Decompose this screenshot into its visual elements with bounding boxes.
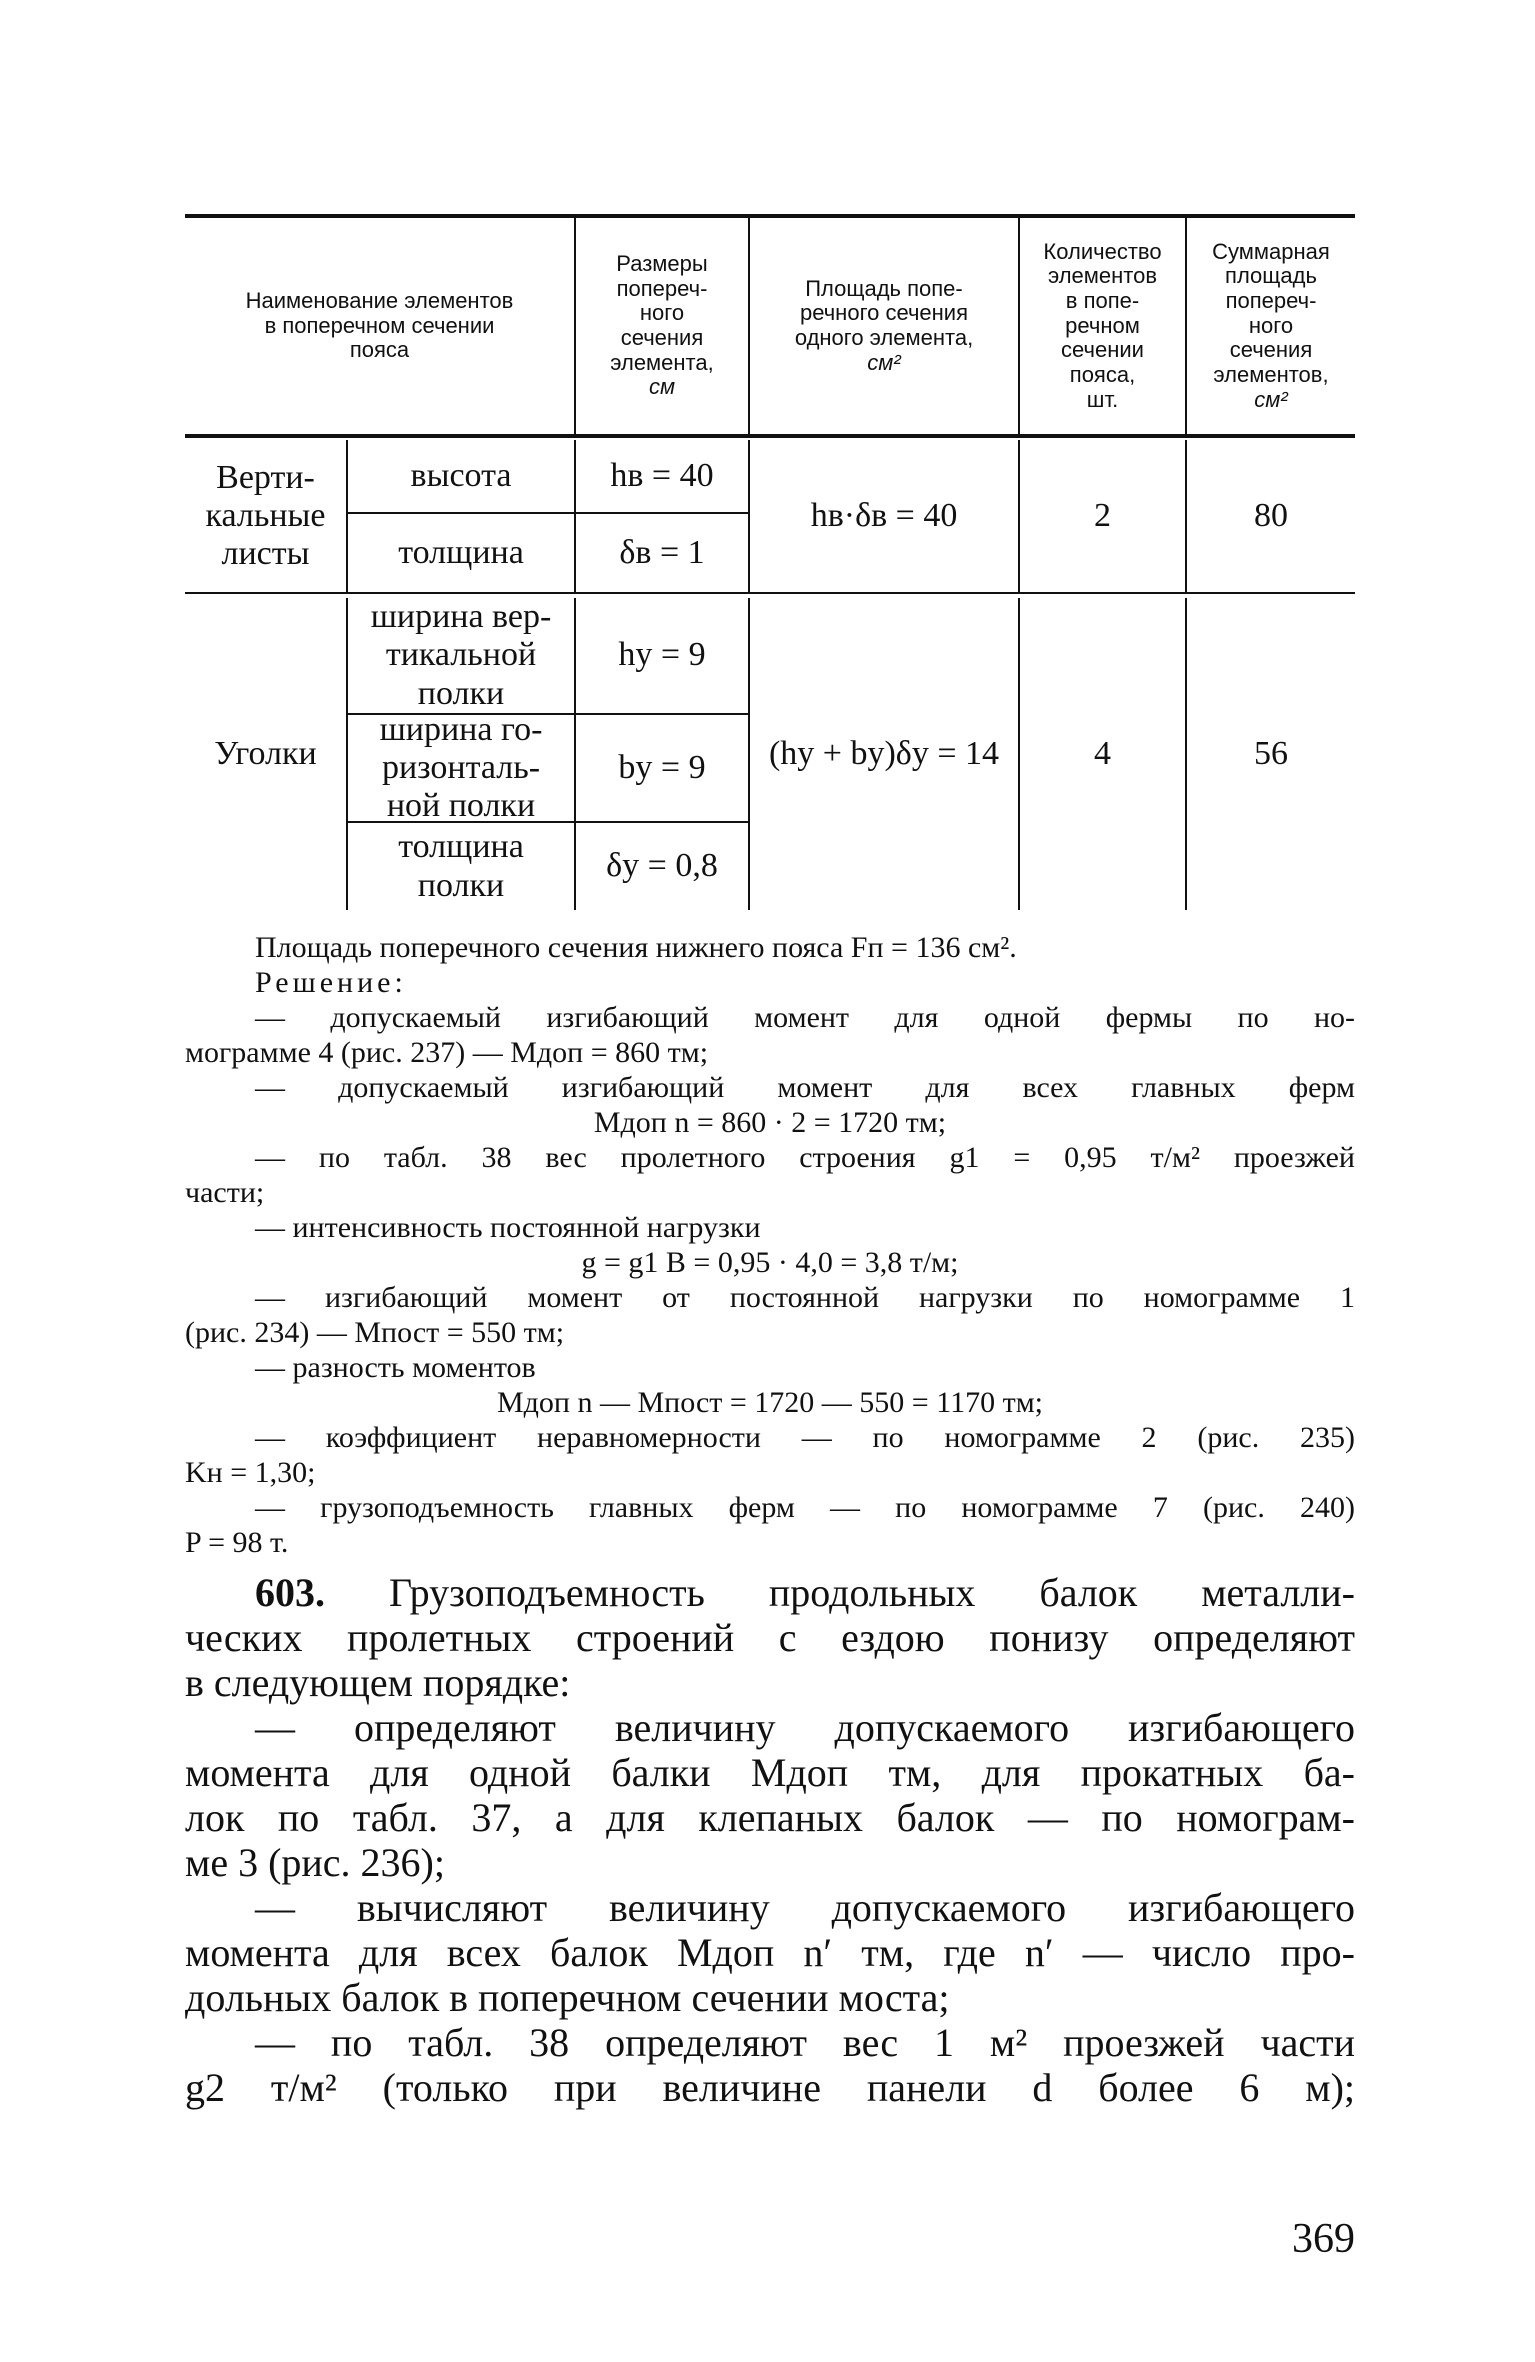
header-section-size: Размеры попереч- ного сечения элемента, см [610, 251, 714, 400]
row-label: ширина го- ризонталь- ной полки [379, 710, 543, 825]
step-line: мограмме 4 (рис. 237) — Mдоп = 860 тм; [185, 1036, 709, 1069]
row-size: hу = 9 [618, 636, 706, 674]
row-label: толщина полки [398, 828, 524, 904]
row-size: δу = 0,8 [606, 847, 718, 885]
group-name-vertical-sheets: Верти- кальные листы [205, 458, 326, 573]
header-element-name: Наименование элементов в поперечном сечении пояса [245, 288, 514, 363]
solution-label: Решение: [255, 966, 407, 999]
table-group-divider [185, 592, 1355, 594]
row-label: ширина вер- тикальной полки [370, 598, 552, 712]
paragraph-line: 603. Грузоподъемность продольных балок металли- [255, 1570, 1355, 1615]
step-line: (рис. 234) — Mпост = 550 тм; [185, 1316, 565, 1349]
formula-line: g = g1 B = 0,95 · 4,0 = 3,8 т/м; [581, 1246, 959, 1279]
group-area: hв·δв = 40 [810, 496, 958, 534]
group-total: 80 [1254, 496, 1288, 534]
step-line: — интенсивность постоянной нагрузки [255, 1211, 761, 1244]
row-label: высота [410, 456, 512, 494]
paragraph-line: ческих пролетных строений с ездою понизу определяют [185, 1615, 1355, 1660]
step-line: Kн = 1,30; [185, 1456, 316, 1489]
group-total: 56 [1254, 734, 1288, 772]
formula-line: Mдоп n — Mпост = 1720 — 550 = 1170 тм; [496, 1386, 1044, 1419]
paragraph-line: в следующем порядке: [185, 1660, 571, 1705]
row-label: толщина [398, 533, 524, 571]
group-count: 2 [1094, 496, 1111, 534]
paragraph-line: ме 3 (рис. 236); [185, 1840, 445, 1885]
step-line: P = 98 т. [185, 1526, 289, 1559]
header-element-count: Количество элементов в попе- речном сечении пояса, шт. [1043, 238, 1162, 412]
table-header-rule [185, 434, 1355, 438]
step-line: — коэффициент неравномерности — по номограмме 2 (рис. 235) [255, 1421, 1355, 1454]
step-line: — по табл. 38 вес пролетного строения g1 = 0,95 т/м² проезжей [255, 1141, 1355, 1174]
area-line: Площадь поперечного сечения нижнего пояса Fп = 136 см². [255, 931, 1017, 964]
paragraph-number: 603. [255, 1570, 325, 1615]
step-line: части; [185, 1176, 265, 1209]
group-count: 4 [1094, 734, 1111, 772]
header-total-area: Суммарная площадь попереч- ного сечения элементов, см² [1212, 238, 1330, 412]
formula-line: Mдоп n = 860 · 2 = 1720 тм; [593, 1106, 947, 1139]
paragraph-line: лок по табл. 37, а для клепаных балок — по номограм- [185, 1795, 1355, 1840]
header-section-area: Площадь попе- речного сечения одного элемента, см² [794, 275, 974, 375]
cross-section-table [0, 0, 1535, 920]
paragraph-line: дольных балок в поперечном сечении моста; [185, 1975, 950, 2020]
group-area: (hу + bу)δу = 14 [768, 734, 999, 772]
paragraph-line: — определяют величину допускаемого изгибающего [255, 1705, 1355, 1750]
paragraph-line: — вычисляют величину допускаемого изгибающего [255, 1885, 1355, 1930]
step-line: — разность моментов [255, 1351, 536, 1384]
row-size: bу = 9 [618, 748, 706, 786]
step-line: — допускаемый изгибающий момент для одной фермы по но- [255, 1001, 1355, 1034]
paragraph-line: g2 т/м² (только при величине панели d более 6 м); [185, 2065, 1355, 2110]
step-line: — грузоподъемность главных ферм — по номограмме 7 (рис. 240) [255, 1491, 1355, 1524]
paragraph-line: момента для одной балки Mдоп тм, для прокатных ба- [185, 1750, 1355, 1795]
step-line: — допускаемый изгибающий момент для всех главных ферм [255, 1071, 1355, 1104]
paragraph-line: — по табл. 38 определяют вес 1 м² проезжей части [255, 2020, 1355, 2065]
group-name-angles: Уголки [214, 734, 317, 772]
row-size: hв = 40 [610, 456, 714, 494]
row-size: δв = 1 [619, 533, 705, 571]
paragraph-line: момента для всех балок Mдоп n′ тм, где n′ — число про- [185, 1930, 1355, 1975]
step-line: — изгибающий момент от постоянной нагрузки по номограмме 1 [255, 1281, 1355, 1314]
page-number: 369 [1292, 2216, 1355, 2262]
